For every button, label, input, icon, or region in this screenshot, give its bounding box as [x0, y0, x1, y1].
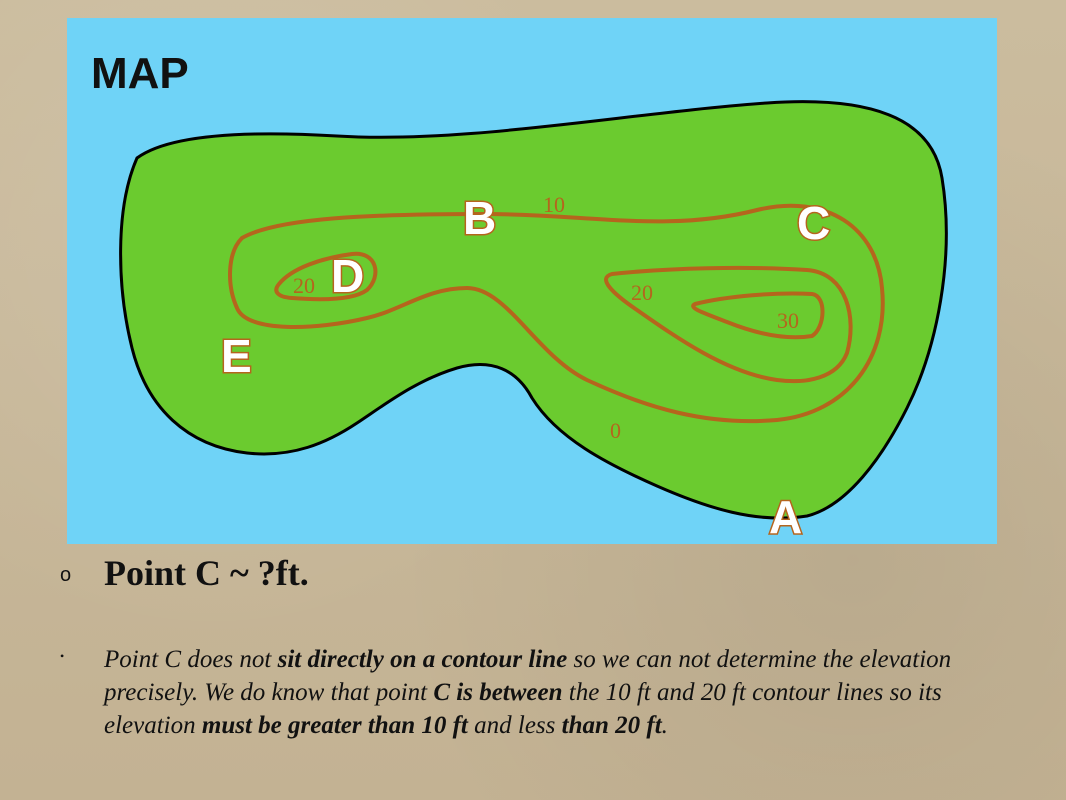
contour-label-30: 30: [777, 308, 799, 333]
heading-bullet: o: [60, 564, 72, 586]
body-bullet: •: [60, 649, 65, 663]
point-b-label: B: [463, 192, 497, 244]
map-title: MAP: [91, 49, 189, 98]
body-emphasis: than 20 ft: [561, 712, 662, 739]
body-text-segment: and less: [467, 712, 562, 739]
body-text-segment: the 10 ft and 20 ft contour lines so its elevation: [104, 679, 942, 739]
body-text-segment: Point C does not: [104, 646, 278, 673]
contour-label-20-west: 20: [293, 273, 315, 298]
contour-label-10: 10: [543, 192, 565, 217]
map-svg: [67, 18, 997, 544]
body-emphasis: C is between: [433, 679, 563, 706]
point-c-label: C: [797, 197, 831, 249]
body-paragraph: [104, 643, 964, 742]
point-e-label: E: [221, 330, 252, 382]
contour-label-0: 0: [610, 418, 621, 443]
contour-label-20-east: 20: [631, 280, 653, 305]
body-emphasis: must be greater than 10 ft: [201, 712, 468, 739]
slide-heading: Point C ~ ?ft.: [104, 553, 309, 593]
point-a-label: A: [769, 491, 803, 543]
point-d-label: D: [331, 250, 365, 302]
body-text-segment: so we can not determine the elevation precisely. We do know that point: [104, 646, 952, 706]
body-emphasis: sit directly on a contour line: [277, 646, 568, 673]
body-text-segment: .: [661, 712, 668, 739]
contour-map: [67, 18, 997, 544]
